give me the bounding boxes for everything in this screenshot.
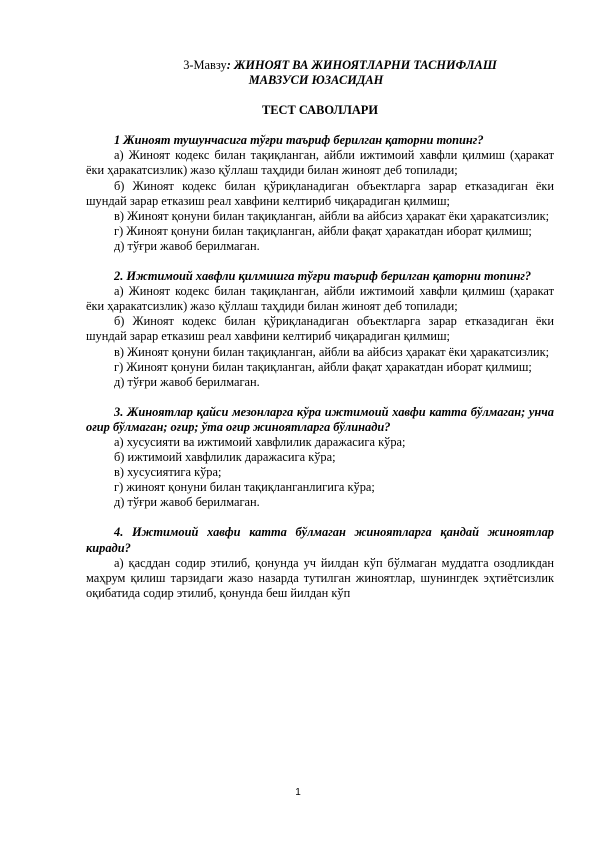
answer-option: д) тўғри жавоб берилмаган. xyxy=(114,374,260,389)
answer-option: а) Жиноят кодекс билан тақиқланган, айбли ижтимоий хавфли қилмиш (ҳаракат ёки ҳаракатсизлик) жазо қўллаш таҳдиди билан жиноят деб топилади; xyxy=(86,148,554,178)
document-title xyxy=(86,58,554,88)
question-text: 1 Жиноят тушунчасига тўғри таъриф берилган қаторни топинг? xyxy=(114,133,484,148)
answer-option: г) жиноят қонуни билан тақиқланганлигига кўра; xyxy=(114,480,375,495)
question-text: 2. Ижтимоий хавфли қилмишга тўғри таъриф берилган қаторни топинг? xyxy=(114,269,532,284)
question-text: 3. Жиноятлар қайси мезонларга кўра ижтимоий хавфи катта бўлмаган; унча оғир бўлмаган; оғир; ўта оғир жиноятларга бўлинади? xyxy=(86,404,554,434)
question-text: 4. Ижтимоий хавфи катта бўлмаган жиноятларга қандай жиноятлар киради? xyxy=(86,525,554,555)
answer-option: г) Жиноят қонуни билан тақиқланган, айбли фақат ҳаракатдан иборат қилмиш; xyxy=(114,223,532,238)
answer-option: б) Жиноят кодекс билан қўриқланадиган объектларга зарар етказадиган ёки шундай зарар етказиш реал хавфини келтириб чиқарадиган қилмиш; xyxy=(86,178,554,208)
answer-option: д) тўғри жавоб берилмаган. xyxy=(114,238,260,253)
answer-option: а) Жиноят кодекс билан тақиқланган, айбли ижтимоий хавфли қилмиш (ҳаракат ёки ҳаракатсизлик) жазо қўллаш таҳдиди билан жиноят деб топилади; xyxy=(86,284,554,314)
answer-option: а) қасддан содир этилиб, қонунда уч йилдан кўп бўлмаган муддатга озодликдан маҳрум қилиш тарзидаги жазо назарда тутилган жиноятлар, шунингдек эҳтиётсизлик оқибатида содир этилиб, қонунда беш йилдан кўп xyxy=(86,555,554,600)
question-block xyxy=(86,133,554,254)
title-line-2: МАВЗУСИ ЮЗАСИДАН xyxy=(248,73,384,88)
question-block xyxy=(86,525,554,600)
answer-option: б) Жиноят кодекс билан қўриқланадиган объектларга зарар етказадиган ёки шундай зарар етказиш реал хавфини келтириб чиқарадиган қилмиш; xyxy=(86,314,554,344)
answer-option: а) хусусияти ва ижтимоий хавфлилик даражасига кўра; xyxy=(114,434,406,449)
answer-option: д) тўғри жавоб берилмаган. xyxy=(114,495,260,510)
page-number: 1 xyxy=(295,787,301,798)
topic-prefix: 3-Мавзу xyxy=(183,58,227,72)
answer-option: г) Жиноят қонуни билан тақиқланган, айбли фақат ҳаракатдан иборат қилмиш; xyxy=(114,359,532,374)
title-line-1 xyxy=(86,58,554,73)
answer-option: в) Жиноят қонуни билан тақиқланган, айбли ва айбсиз ҳаракат ёки ҳаракатсизлик; xyxy=(114,344,550,359)
answer-option: в) хусусиятига кўра; xyxy=(114,465,222,480)
question-block xyxy=(86,405,554,511)
topic-title: : ЖИНОЯТ ВА ЖИНОЯТЛАРНИ ТАСНИФЛАШ xyxy=(226,58,497,72)
question-block xyxy=(86,269,554,390)
answer-option: б) ижтимоий хавфлилик даражасига кўра; xyxy=(114,450,336,465)
answer-option: в) Жиноят қонуни билан тақиқланган, айбли ва айбсиз ҳаракат ёки ҳаракатсизлик; xyxy=(114,208,550,223)
test-questions-heading: ТЕСТ САВОЛЛАРИ xyxy=(261,103,379,118)
page-content xyxy=(86,58,554,601)
